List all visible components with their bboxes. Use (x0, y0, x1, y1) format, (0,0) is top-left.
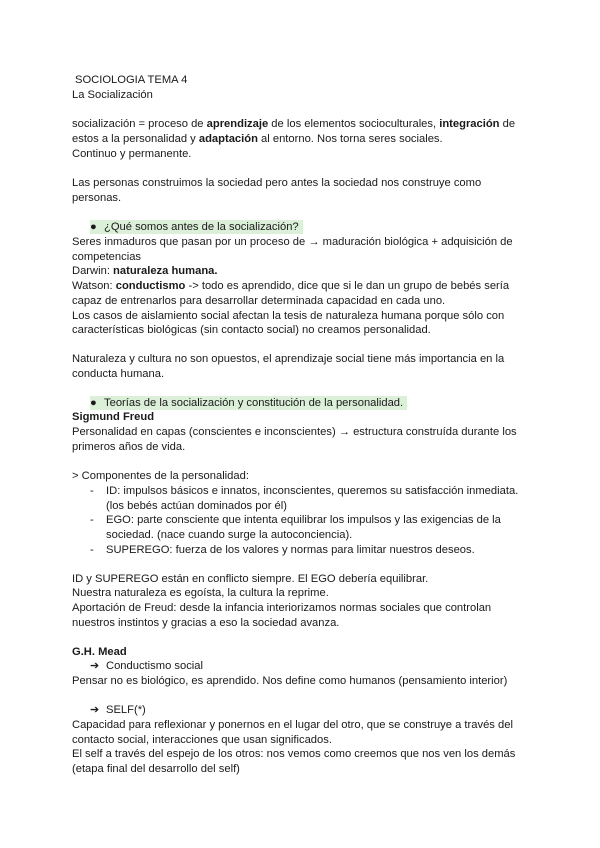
def-text: al entorno. Nos torna seres sociales. (257, 133, 443, 145)
mead-line-4: El self a través del espejo de los otros: nos vemos como creemos que nos ven los demás (72, 748, 516, 760)
s1-line-8: Naturaleza y cultura no son opuestos, el aprendizaje social tiene más importancia en la (72, 353, 505, 365)
darwin-line (72, 264, 217, 279)
def-bold-integracion: integración (439, 118, 500, 130)
conflict-line-1: ID y SUPEREGO están en conflicto siempre. El EGO debería equilibrar. (72, 573, 429, 585)
mead-line-1: Pensar no es biológico, es aprendido. Nos define como humanos (pensamiento interior) (72, 675, 508, 687)
section-heading-text: Teorías de la socialización y constitución de la personalidad. (104, 397, 404, 409)
mead-item-conductismo: Conductismo social (106, 660, 204, 672)
definition-line-1 (72, 117, 515, 132)
mead-line-5: (etapa final del desarrollo del self) (72, 763, 240, 775)
mead-line-3: contacto social, interacciones que usan significados. (72, 734, 332, 746)
section-heading-1 (90, 220, 303, 235)
mead-heading: G.H. Mead (72, 646, 127, 658)
dash-bullet: - (90, 485, 94, 497)
conflict-line-2: Nuestra naturaleza es egoísta, la cultura la reprime. (72, 587, 329, 599)
def-text: estos a la personalidad y (72, 133, 199, 145)
darwin-label: Darwin: (72, 265, 114, 277)
arrow-icon: ➔ (90, 660, 100, 672)
bullet-icon: ● (90, 221, 97, 233)
watson-label: Watson: (72, 280, 116, 292)
dash-bullet: - (90, 514, 94, 526)
s1-line-5: capaz de entrenarlos para desarrollar determinada capacidad en cada uno. (72, 295, 446, 307)
section-heading-text: ¿Qué somos antes de la socialización? (104, 221, 299, 233)
def-text: socialización = proceso de (72, 118, 207, 130)
def-bold-aprendizaje: aprendizaje (206, 118, 269, 130)
mead-line-2: Capacidad para reflexionar y ponernos en el lugar del otro, que se construye a través del (72, 719, 513, 731)
darwin-bold: naturaleza humana. (113, 265, 218, 277)
conflict-line-4: nuestros instintos y gracias a eso la sociedad avanza. (72, 617, 340, 629)
conflict-line-3: Aportación de Freud: desde la infancia interiorizamos normas sociales que controlan (72, 602, 492, 614)
s1-line-9: conducta humana. (72, 368, 165, 380)
bullet-icon: ● (90, 397, 97, 409)
doc-subtitle: La Socialización (72, 89, 153, 101)
id-line-2: (los bebés actúan dominados por él) (106, 500, 287, 512)
ego-line-2: sociedad. (nace cuando surge la autoconciencia). (106, 529, 353, 541)
id-line-1: ID: impulsos básicos e innatos, inconscientes, queremos su satisfacción inmediata. (106, 485, 519, 497)
watson-rest: -> todo es aprendido, dice que si le dan un grupo de bebés sería (185, 280, 510, 292)
components-heading: > Componentes de la personalidad: (72, 470, 249, 482)
ego-line-1: EGO: parte consciente que intenta equilibrar los impulsos y las exigencias de la (106, 514, 501, 526)
mead-item-self: SELF(*) (106, 704, 146, 716)
definition-line-2 (72, 132, 443, 147)
superego-line: SUPEREGO: fuerza de los valores y normas para limitar nuestros deseos. (106, 544, 475, 556)
s1-line-1: Seres inmaduros que pasan por un proceso de → maduración biológica + adquisición de (72, 236, 513, 248)
watson-bold: conductismo (115, 280, 186, 292)
section-heading-2 (90, 396, 407, 411)
dash-bullet: - (90, 544, 94, 556)
intro-line-2: personas. (72, 192, 122, 204)
def-text: de los elementos socioculturales, (268, 118, 440, 130)
intro-line-1: Las personas construimos la sociedad pero antes la sociedad nos construye como (72, 177, 482, 189)
definition-line-3: Continuo y permanente. (72, 148, 192, 160)
arrow-icon: ➔ (90, 704, 100, 716)
doc-title: SOCIOLOGIA TEMA 4 (75, 74, 188, 86)
def-text: de (499, 118, 516, 130)
s2-line-2: primeros años de vida. (72, 441, 186, 453)
watson-line (72, 279, 509, 294)
freud-heading: Sigmund Freud (72, 411, 155, 423)
s2-line-1: Personalidad en capas (conscientes e inconscientes) → estructura construída durante los (72, 426, 517, 438)
def-bold-adaptacion: adaptación (198, 133, 258, 145)
s1-line-6: Los casos de aislamiento social afectan la tesis de naturaleza humana porque sólo con (72, 310, 505, 322)
s1-line-2: competencias (72, 251, 142, 263)
s1-line-7: características biológicas (sin contacto social) no creamos personalidad. (72, 324, 431, 336)
